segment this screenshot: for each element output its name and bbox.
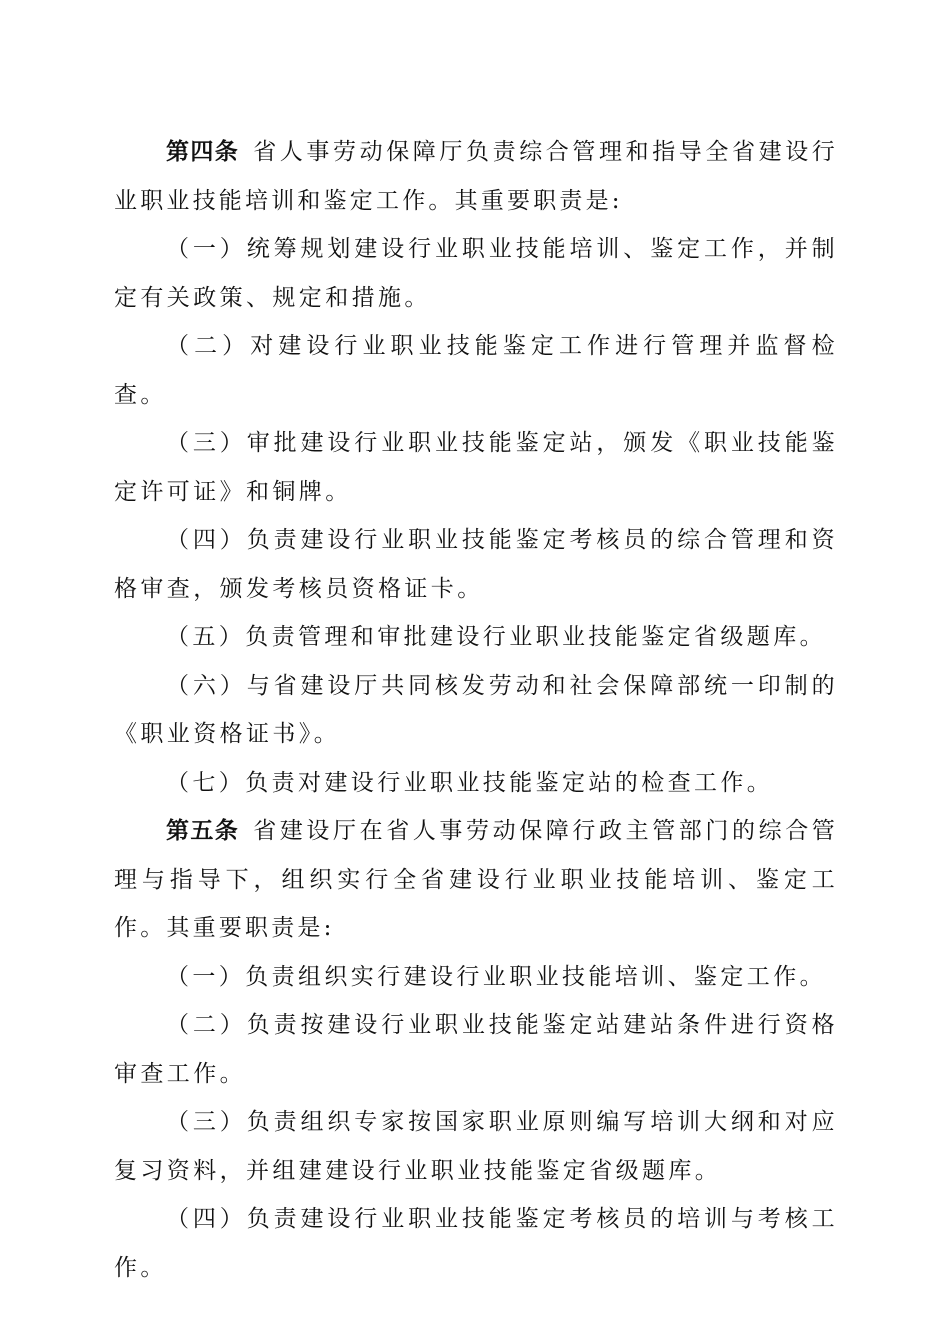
article-5-item-2: （二）负责按建设行业职业技能鉴定站建站条件进行资格审查工作。 bbox=[114, 1012, 838, 1087]
article-5-label: 第五条 bbox=[166, 818, 240, 844]
article-4-item-4: （四）负责建设行业职业技能鉴定考核员的综合管理和资格审查，颁发考核员资格证卡。 bbox=[114, 527, 838, 602]
document-body bbox=[114, 128, 838, 1292]
article-5-paragraph bbox=[114, 807, 838, 953]
article-4-label: 第四条 bbox=[166, 139, 240, 165]
article-4-item-1: （一）统筹规划建设行业职业技能培训、鉴定工作，并制定有关政策、规定和措施。 bbox=[114, 236, 838, 311]
article-4-item-2: （二）对建设行业职业技能鉴定工作进行管理并监督检查。 bbox=[114, 333, 838, 408]
article-4-item-7: （七）负责对建设行业职业技能鉴定站的检查工作。 bbox=[166, 769, 774, 796]
article-4-item-6: （六）与省建设厅共同核发劳动和社会保障部统一印制的《职业资格证书》。 bbox=[114, 672, 838, 747]
article-5-intro: 省建设厅在省人事劳动保障行政主管部门的综合管理与指导下，组织实行全省建设行业职业技能培训、鉴定工作。其重要职责是: bbox=[114, 818, 838, 941]
article-4-item-3: （三）审批建设行业职业技能鉴定站，颁发《职业技能鉴定许可证》和铜牌。 bbox=[114, 430, 838, 505]
article-4-intro: 省人事劳动保障厅负责综合管理和指导全省建设行业职业技能培训和鉴定工作。其重要职责是: bbox=[114, 139, 838, 214]
article-5-item-3: （三）负责组织专家按国家职业原则编写培训大纲和对应复习资料，并组建建设行业职业技能鉴定省级题库。 bbox=[114, 1109, 838, 1184]
article-4-item-5: （五）负责管理和审批建设行业职业技能鉴定省级题库。 bbox=[166, 624, 826, 650]
article-4-paragraph bbox=[114, 128, 838, 225]
article-5-item-4: （四）负责建设行业职业技能鉴定考核员的培训与考核工作。 bbox=[114, 1206, 838, 1281]
article-5-item-1: （一）负责组织实行建设行业职业技能培训、鉴定工作。 bbox=[166, 963, 826, 990]
